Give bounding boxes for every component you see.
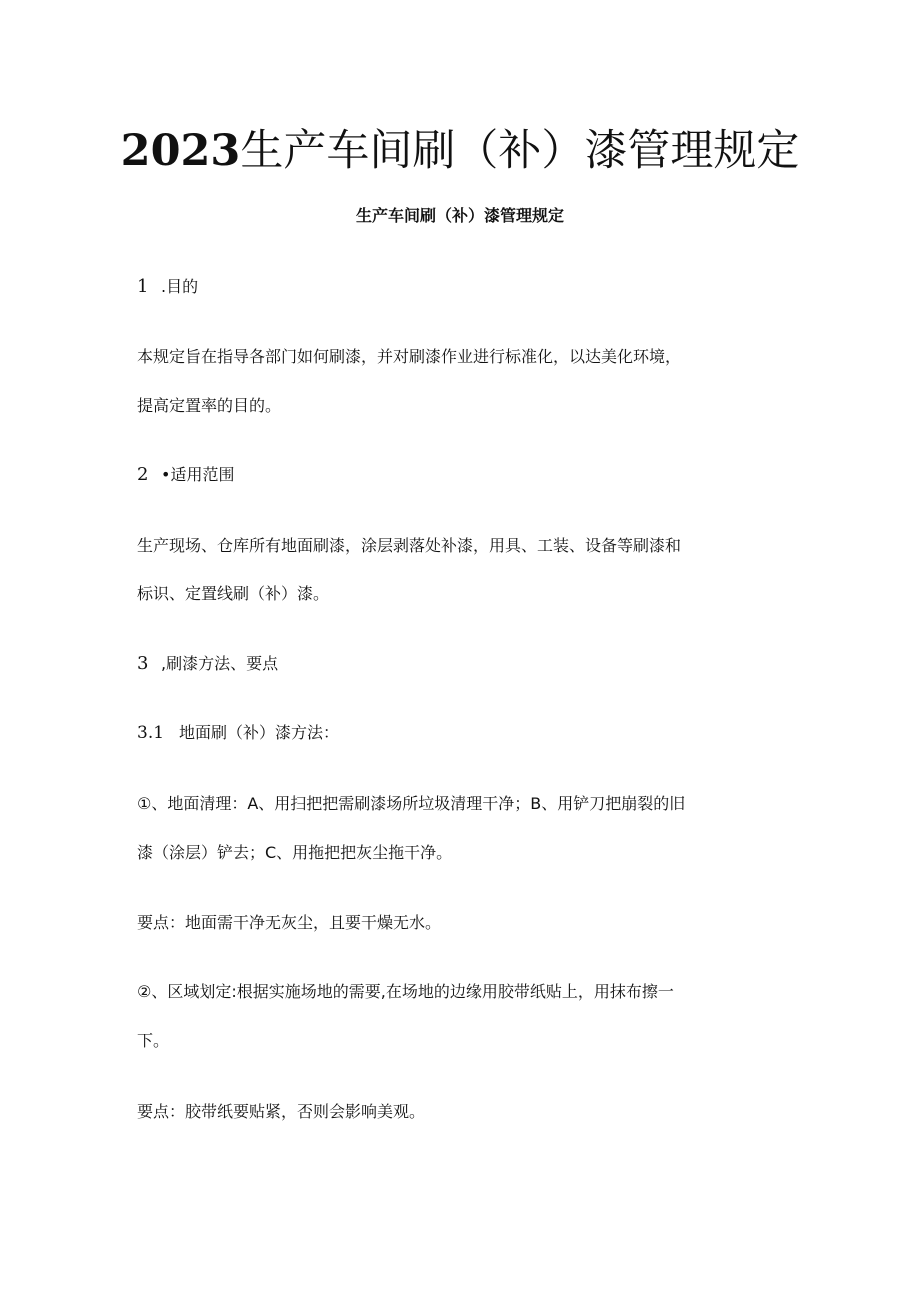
section-2-title: •适用范围 [161,465,235,484]
section-3-number: 3 [137,653,149,674]
section-1-text-line-1: 本规定旨在指导各部门如何刷漆，并对刷漆作业进行标准化，以达美化环境， [137,347,682,366]
step-1-line-2: 漆（涂层）铲去；C、用拖把把灰尘拖干净。 [137,843,453,862]
step-1-key-point: 要点：地面需干净无灰尘，且要干燥无水。 [137,913,442,932]
section-3-1-heading [137,720,787,746]
section-2-heading [137,462,787,488]
section-1-title: .目的 [161,277,199,296]
section-1-text-line-2: 提高定置率的目的。 [137,396,282,415]
step-2-line-2: 下。 [137,1031,170,1050]
section-3-title: ,刷漆方法、要点 [161,654,279,673]
section-2-text-line-2: 标识、定置线刷（补）漆。 [137,584,330,603]
document-subtitle: 生产车间刷（补）漆管理规定 [355,206,564,225]
section-3-heading [137,651,787,677]
section-3-1-title: 地面刷（补）漆方法： [179,723,340,742]
document-title [0,122,920,180]
title-year: 2023 [120,126,241,176]
section-2-text-line-1: 生产现场、仓库所有地面刷漆，涂层剥落处补漆，用具、工装、设备等刷漆和 [137,536,682,555]
step-2-line-1: ②、区域划定:根据实施场地的需要,在场地的边缘用胶带纸贴上，用抹布擦一 [137,982,674,1001]
title-text: 生产车间刷（补）漆管理规定 [240,126,800,176]
section-3-1-number: 3.1 [137,723,165,743]
section-1-number: 1 [137,276,149,297]
section-1-heading [137,274,787,300]
step-2-key-point: 要点：胶带纸要贴紧，否则会影响美观。 [137,1102,426,1121]
step-1-line-1: ①、地面清理：A、用扫把把需刷漆场所垃圾清理干净；B、用铲刀把崩裂的旧 [137,794,686,813]
section-2-number: 2 [137,464,149,485]
